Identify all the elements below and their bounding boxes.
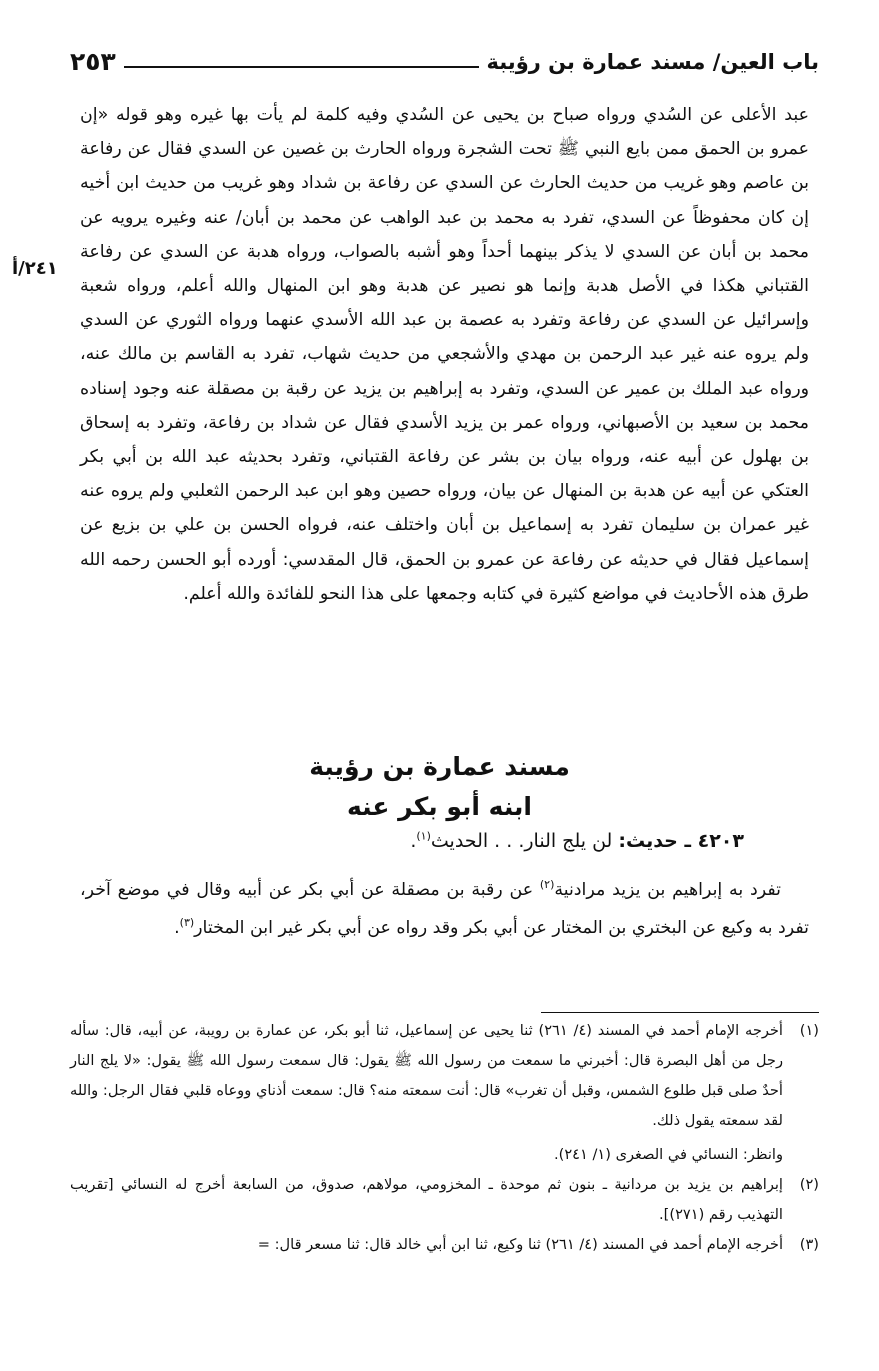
commentary-end: .: [174, 918, 180, 938]
hadith-text: لن يلج النار. . . الحديث: [430, 830, 619, 852]
footnote-separator: [541, 1012, 819, 1013]
footnote-subnote: وانظر: النسائي في الصغرى (١/ ٢٤١).: [553, 1146, 783, 1163]
main-text-block: [80, 98, 809, 611]
footnote-ref: (١): [416, 829, 431, 843]
section-subtitle: ابنه أبو بكر عنه: [347, 792, 532, 821]
main-paragraph: عبد الأعلى عن السُدي ورواه صباح بن يحيى عن السُدي وفيه كلمة لم يأت بها غيره وهو قوله «إن عمرو بن الحمق ممن بايع النبي ﷺ تحت الشجرة ورواه الحارث بن غصين عن السدي فقال عن رفاعة بن عاصم وهو غريب من حديث الحارث عن السدي عن رفاعة بن شداد وهو غريب من حديث ابن أخيه إن كان محفوظاً عن السدي، تفرد به محمد بن عبد الواهب عن محمد بن أبان/ عنه وغيره يرويه عن محمد بن أبان عن السدي لا يذكر بينهما أحداً وهو أشبه بالصواب، ورواه هدبة عن السدي عن رفاعة القتباني هكذا في الأصل هدبة وإنما هو نصير عن هدبة وهو ابن المنهال والله أعلم، ورواه شعبة وإسرائيل عن السدي عن رفاعة وتفرد به عصمة بن عبد الله الأسدي عنهما ورواه الثوري عن السدي ولم يروه عنه غير عبد الرحمن بن مهدي والأشجعي من حديث شهاب، تفرد به القاسم بن مالك عنه، ورواه عبد الملك بن عمير عن السدي، وتفرد به إبراهيم بن يزيد عن رقبة بن مصقلة عنه وجود إسناده محمد بن سعيد بن الأصبهاني، ورواه عمر بن يزيد الأسدي فقال عن شداد بن رفاعة، وتفرد به إسحاق بن بهلول عن أبيه عنه، ورواه بيان بن بشر عن رفاعة القتباني، وتفرد بحديثه عبد الله بن أبي بكر العتكي عن أبيه عن هدبة بن المنهال عن بيان، ورواه حصين وهو ابن عبد الرحمن الثعلبي ولم يروه عنه غير عمران بن سليمان تفرد به إسماعيل بن أبان واختلف عنه، فرواه الحسن بن علي بن بزيع عن إسماعيل فقال في حديثه عن رفاعة عن عمرو بن الحمق، قال المقدسي: أورده أبو الحسن رحمه الله طرق هذه الأحاديث في مواضع كثيرة في كتابه وجمعها على هذا النحو للفائدة والله أعلم.: [80, 105, 809, 604]
footnote: [70, 1170, 819, 1230]
hadith-label: حديث:: [618, 830, 678, 852]
running-head: باب العين/ مسند عمارة بن رؤيبة: [486, 50, 819, 74]
section-title: مسند عمارة بن رؤيبة: [309, 752, 570, 781]
footnote-text: إبراهيم بن يزيد بن مردانية ـ بنون ثم موحدة ـ المخزومي، مولاهم، صدوق، من السابعة أخرج له النسائي [تقريب التهذيب رقم (٢٧١)].: [70, 1176, 783, 1223]
commentary-part-1: تفرد به إبراهيم بن يزيد مرادنية: [554, 880, 781, 900]
hadith-entry: [410, 830, 744, 852]
footnote-number: (١): [799, 1022, 819, 1039]
page-header: [70, 30, 819, 80]
header-rule: [124, 66, 479, 68]
footnote-number: (٣): [799, 1236, 819, 1253]
commentary-part-2: عن رقبة بن مصقلة عن أبي بكر عن أبيه وقال في موضع آخر، تفرد به وكيع عن البختري بن المختار عن أبي بكر وقد رواه عن أبي بكر غير ابن المختار: [80, 880, 809, 938]
hadith-dash: ـ: [677, 830, 698, 852]
footnote-number: (٢): [799, 1176, 819, 1193]
footnote-body: [70, 1230, 783, 1260]
footnote-body: [70, 1016, 783, 1170]
commentary-paragraph: [80, 871, 809, 947]
page-number: ٢٥٣: [70, 47, 116, 76]
commentary-block: [80, 871, 809, 947]
footnote: [70, 1230, 819, 1260]
footnote-text: أخرجه الإمام أحمد في المسند (٤/ ٢٦١) ثنا يحيى عن إسماعيل، ثنا أبو بكر، عن عمارة بن رويبة، عن أبيه، قال: سأله رجل من أهل البصرة قال: أخبرني ما سمعت من رسول الله ﷺ يقول: قال سمعت رسول الله ﷺ يقول: «لا يلج النار أحدٌ صلى قبل طلوع الشمس، وقبل أن تغرب» قال: أنت سمعته منه؟ قال: سمعت أذناي ووعاه قلبي فقال الرجل: والله لقد سمعته يقول ذلك.: [70, 1022, 783, 1129]
footnote: [70, 1016, 819, 1170]
hadith-number: ٤٢٠٣: [697, 830, 744, 852]
manuscript-folio-mark: ٢٤١/أ: [12, 258, 58, 279]
footnote-text: أخرجه الإمام أحمد في المسند (٤/ ٢٦١) ثنا وكيع، ثنا ابن أبي خالد قال: ثنا مسعر قال: =: [257, 1236, 783, 1253]
footnote-ref: (٢): [539, 878, 555, 892]
footnote-body: [70, 1170, 783, 1230]
footnotes: [70, 1016, 819, 1260]
footnote-ref: (٣): [179, 916, 195, 930]
hadith-end: .: [410, 830, 417, 852]
